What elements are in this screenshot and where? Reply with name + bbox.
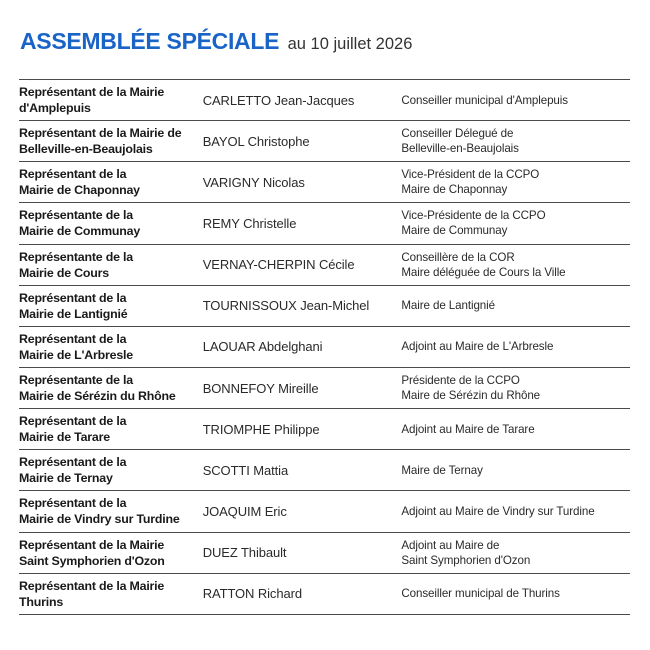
name-cell: VERNAY-CHERPIN Cécile	[202, 257, 355, 273]
role-cell: Conseillère de la COR Maire déléguée de Cours la Ville	[401, 250, 566, 279]
role-cell: Vice-Présidente de la CCPO Maire de Communay	[401, 209, 546, 238]
title-main: ASSEMBLÉE SPÉCIALE	[20, 28, 280, 54]
name-cell: VARIGNY Nicolas	[202, 174, 305, 190]
table-row	[19, 245, 630, 286]
table-row	[19, 491, 630, 532]
role-cell: Conseiller municipal d'Amplepuis	[401, 93, 568, 107]
table-row	[19, 203, 630, 244]
table-row	[19, 327, 630, 368]
name-cell: BAYOL Christophe	[202, 133, 310, 149]
role-cell: Adjoint au Maire de Tarare	[401, 422, 535, 436]
representation-cell: Représentant de la Mairie de Vindry sur Turdine	[19, 496, 180, 527]
name-cell: REMY Christelle	[202, 215, 297, 231]
representatives-table	[19, 79, 630, 615]
table-row	[19, 286, 630, 327]
name-cell: CARLETTO Jean-Jacques	[202, 92, 355, 108]
representation-cell: Représentante de la Mairie de Cours	[19, 249, 133, 280]
representation-cell: Représentant de la Mairie de Chaponnay	[19, 167, 140, 198]
representation-cell: Représentant de la Mairie de L'Arbresle	[19, 331, 133, 362]
role-cell: Adjoint au Maire de Vindry sur Turdine	[401, 504, 595, 518]
role-cell: Adjoint au Maire de Saint Symphorien d'Ozon	[401, 538, 531, 567]
title-date: au 10 juillet 2026	[287, 35, 413, 53]
table-row	[19, 409, 630, 450]
representation-cell: Représentant de la Mairie de Lantignié	[19, 290, 128, 321]
table-row	[19, 368, 630, 409]
representation-cell: Représentant de la Mairie de Ternay	[19, 455, 127, 486]
page-title	[20, 28, 412, 55]
representation-cell: Représentant de la Mairie Thurins	[19, 578, 165, 609]
representation-cell: Représentant de la Mairie Saint Symphorien d'Ozon	[19, 537, 165, 568]
table-row	[19, 162, 630, 203]
table-row	[19, 121, 630, 162]
table-row	[19, 80, 630, 121]
role-cell: Présidente de la CCPO Maire de Sérézin du Rhône	[401, 374, 541, 403]
name-cell: SCOTTI Mattia	[202, 462, 289, 478]
representation-cell: Représentant de la Mairie de Belleville-en-Beaujolais	[19, 126, 182, 157]
name-cell: TRIOMPHE Philippe	[202, 421, 320, 437]
name-cell: LAOUAR Abdelghani	[202, 339, 323, 355]
role-cell: Adjoint au Maire de L'Arbresle	[401, 340, 554, 354]
table-row	[19, 450, 630, 491]
role-cell: Conseiller Délegué de Belleville-en-Beaujolais	[401, 127, 519, 156]
name-cell: DUEZ Thibault	[202, 545, 287, 561]
name-cell: BONNEFOY Mireille	[202, 380, 319, 396]
representation-cell: Représentant de la Mairie de Tarare	[19, 414, 127, 445]
role-cell: Vice-Président de la CCPO Maire de Chaponnay	[401, 168, 540, 197]
table-row	[19, 533, 630, 574]
role-cell: Conseiller municipal de Thurins	[401, 587, 560, 601]
table-row	[19, 574, 630, 615]
name-cell: JOAQUIM Eric	[202, 503, 287, 519]
name-cell: TOURNISSOUX Jean-Michel	[202, 298, 370, 314]
representation-cell: Représentante de la Mairie de Sérézin du Rhône	[19, 373, 176, 404]
representation-cell: Représentante de la Mairie de Communay	[19, 208, 141, 239]
role-cell: Maire de Lantignié	[401, 299, 495, 313]
role-cell: Maire de Ternay	[401, 463, 483, 477]
representation-cell: Représentant de la Mairie d'Amplepuis	[19, 85, 165, 116]
name-cell: RATTON Richard	[202, 586, 302, 602]
